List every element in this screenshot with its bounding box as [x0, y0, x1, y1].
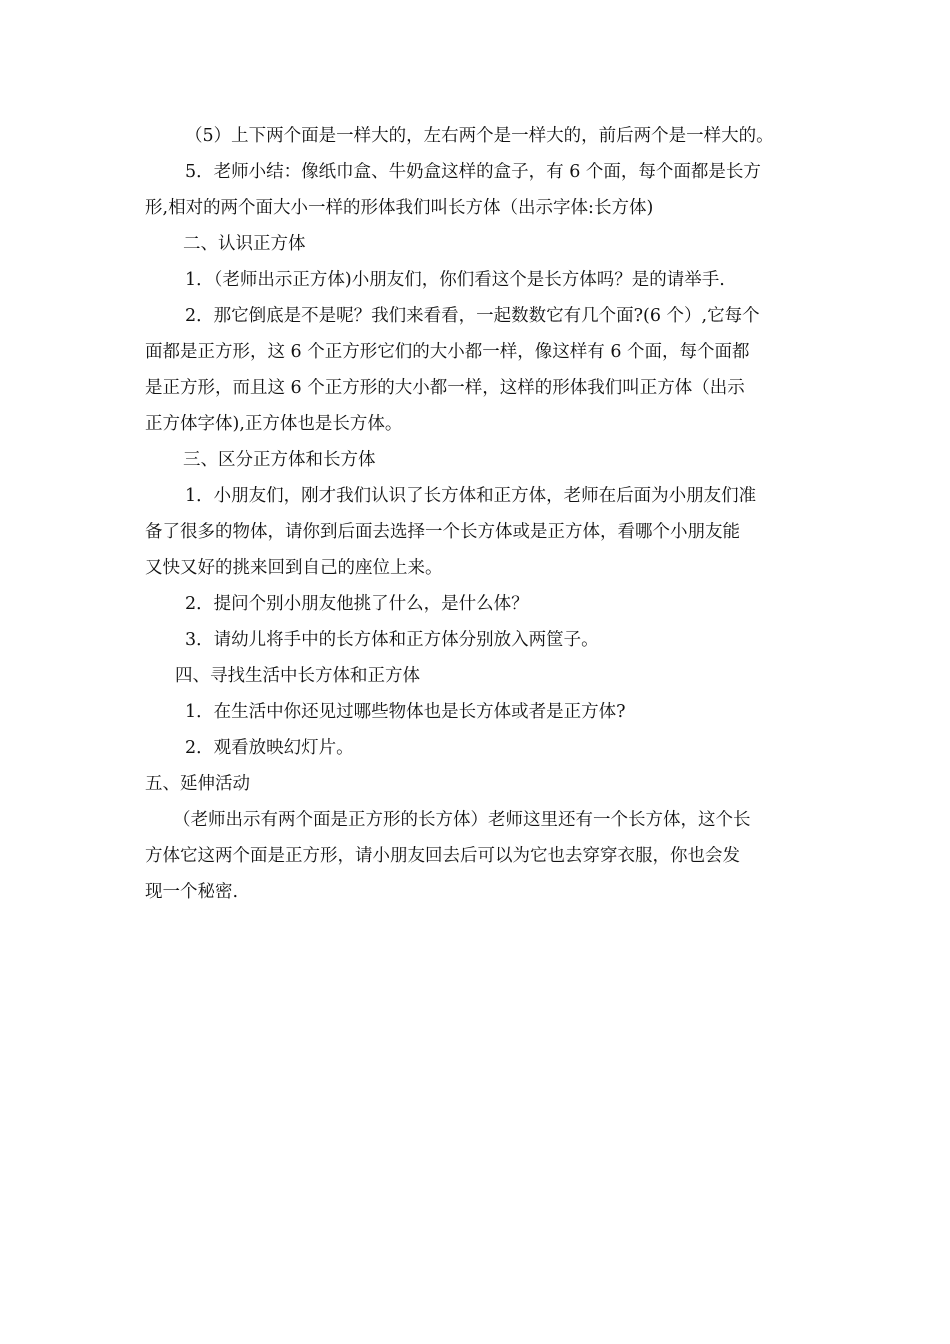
text-line: （5）上下两个面是一样大的，左右两个是一样大的，前后两个是一样大的。	[185, 126, 774, 146]
text-line: 又快又好的挑来回到自己的座位上来。	[145, 558, 443, 578]
text-line: 现一个秘密.	[145, 882, 239, 902]
section-heading: 五、延伸活动	[145, 774, 250, 794]
text-line: （老师出示有两个面是正方形的长方体）老师这里还有一个长方体，这个长	[173, 810, 751, 830]
text-line: 方体它这两个面是正方形，请小朋友回去后可以为它也去穿穿衣服，你也会发	[145, 846, 740, 866]
text-line: 3．请幼儿将手中的长方体和正方体分别放入两筐子。	[185, 630, 599, 650]
section-heading: 二、认识正方体	[183, 234, 306, 254]
section-heading: 三、区分正方体和长方体	[183, 450, 376, 470]
text-line: 1．在生活中你还见过哪些物体也是长方体或者是正方体?	[185, 702, 626, 722]
document-body	[145, 118, 810, 910]
text-line: 2．那它倒底是不是呢？我们来看看，一起数数它有几个面?(6 个）,它每个	[185, 306, 760, 326]
text-line: 1．小朋友们，刚才我们认识了长方体和正方体，老师在后面为小朋友们准	[185, 486, 757, 506]
text-line: 5．老师小结：像纸巾盒、牛奶盒这样的盒子，有 6 个面，每个面都是长方	[185, 162, 761, 182]
text-line: 是正方形，而且这 6 个正方形的大小都一样，这样的形体我们叫正方体（出示	[145, 378, 745, 398]
section-heading: 四、寻找生活中长方体和正方体	[175, 666, 420, 686]
text-line: 面都是正方形，这 6 个正方形它们的大小都一样，像这样有 6 个面，每个面都	[145, 342, 750, 362]
text-line: 1．（老师出示正方体)小朋友们，你们看这个是长方体吗？是的请举手.	[185, 270, 725, 290]
text-line: 形,相对的两个面大小一样的形体我们叫长方体（出示字体:长方体)	[145, 198, 654, 218]
text-line: 正方体字体),正方体也是长方体。	[145, 414, 403, 434]
text-line: 2．观看放映幻灯片。	[185, 738, 354, 758]
text-line: 2．提问个别小朋友他挑了什么，是什么体？	[185, 594, 529, 614]
text-line: 备了很多的物体，请你到后面去选择一个长方体或是正方体，看哪个小朋友能	[145, 522, 740, 542]
